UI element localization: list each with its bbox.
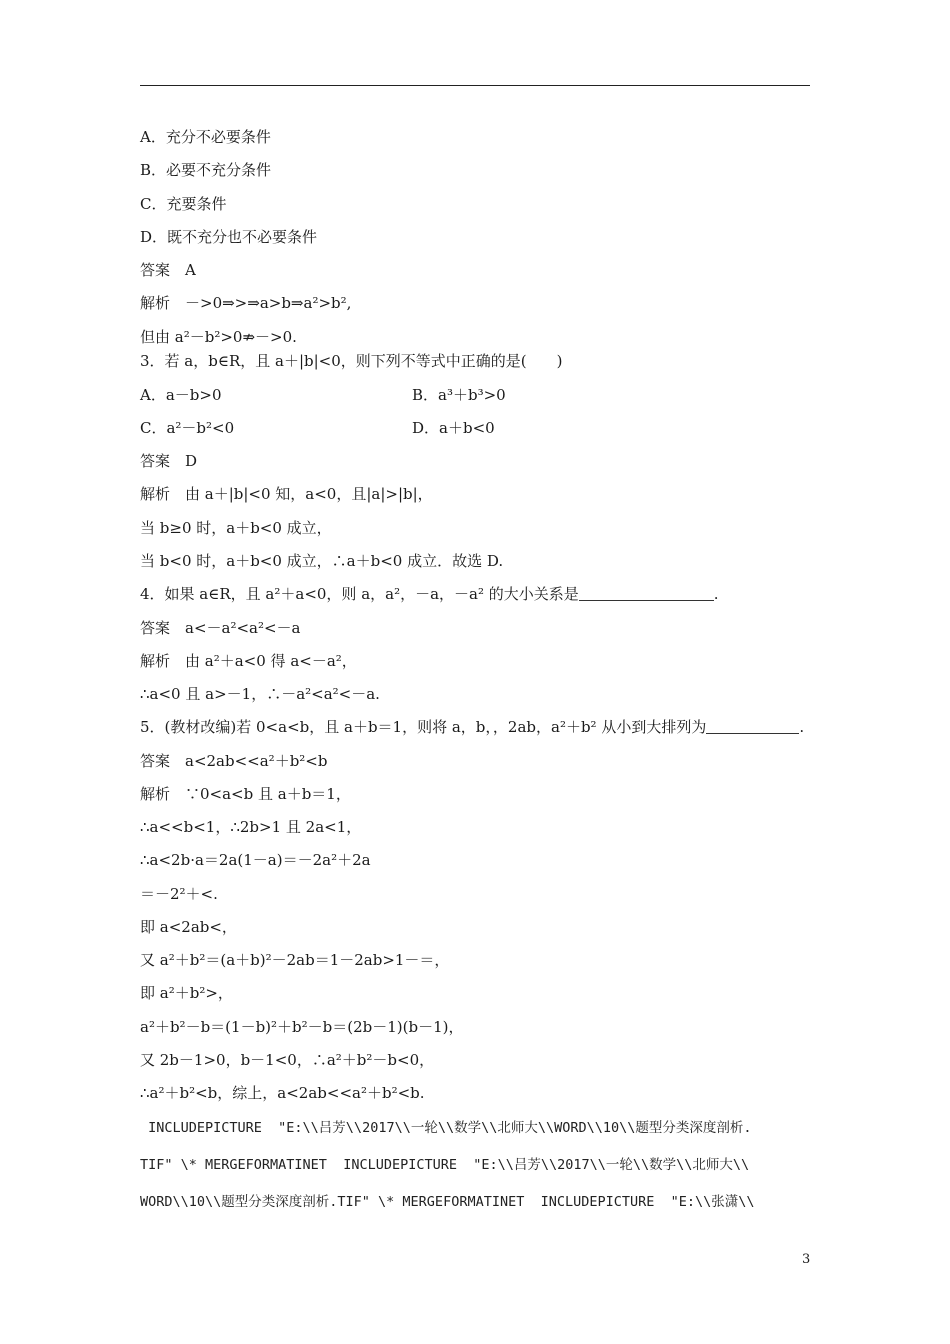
analysis-q3-line: 当 b≥0 时，a＋b<0 成立， [140, 519, 332, 537]
fill-blank [579, 586, 714, 601]
option-c: C．充要条件 [140, 195, 227, 213]
analysis-q5-line: 即 a²＋b²>， [140, 984, 233, 1002]
field-code-line: WORD\\10\\题型分类深度剖析.TIF" \* MERGEFORMATINET INCLUDEPICTURE "E:\\张潇\\ [140, 1194, 755, 1210]
analysis-q2-line: 但由 a²－b²>0⇏－>0. [140, 328, 297, 346]
fill-blank [706, 719, 799, 734]
analysis-q4-line: 解析 由 a²＋a<0 得 a<－a²， [140, 652, 357, 670]
q4-stem-text: 4．如果 a∈R，且 a²＋a<0，则 a，a²，－a，－a² 的大小关系是 [140, 585, 579, 603]
question-3-stem: 3．若 a，b∈R，且 a＋|b|<0，则下列不等式中正确的是( ) [140, 352, 563, 370]
field-code-line: INCLUDEPICTURE "E:\\吕芳\\2017\\一轮\\数学\\北师大\\WORD\\10\\题型分类深度剖析. [140, 1120, 752, 1136]
answer-q5: 答案 a<2ab<<a²＋b²<b [140, 752, 328, 770]
q5-stem-text: 5．(教材改编)若 0<a<b，且 a＋b＝1，则将 a，b，，2ab，a²＋b² 从小到大排列为 [140, 718, 707, 736]
header-rule [140, 85, 810, 86]
analysis-q2-line: 解析 －>0⇒>⇒a>b⇒a²>b², [140, 294, 352, 312]
question-5-stem [140, 717, 804, 737]
question-4-stem [140, 584, 719, 604]
answer-q2: 答案 A [140, 261, 196, 279]
analysis-q4-line: ∴a<0 且 a>－1，∴－a²<a²<－a. [140, 685, 380, 703]
analysis-q5-line: ∴a<2b·a＝2a(1－a)＝－2a²＋2a [140, 851, 371, 869]
analysis-q5-line: a²＋b²－b＝(1－b)²＋b²－b＝(2b－1)(b－1)， [140, 1018, 464, 1036]
analysis-q5-line: ∴a<<b<1，∴2b>1 且 2a<1， [140, 818, 362, 836]
answer-q4: 答案 a<－a²<a²<－a [140, 619, 301, 637]
analysis-q3-line: 解析 由 a＋|b|<0 知，a<0，且|a|>|b|， [140, 485, 433, 503]
q4-stem-end: . [713, 585, 719, 603]
analysis-q5-line: ∴a²＋b²<b，综上，a<2ab<<a²＋b²<b. [140, 1084, 425, 1102]
page-number: 3 [802, 1252, 811, 1267]
option-d: D．既不充分也不必要条件 [140, 228, 318, 246]
option-a: A．充分不必要条件 [140, 128, 271, 146]
analysis-q5-line: ＝－2²＋<. [140, 885, 218, 903]
q5-stem-end: . [799, 718, 805, 736]
field-code-line: TIF" \* MERGEFORMATINET INCLUDEPICTURE "E:\\吕芳\\2017\\一轮\\数学\\北师大\\ [140, 1157, 750, 1173]
analysis-q5-line: 解析 ∵0<a<b 且 a＋b＝1， [140, 785, 351, 803]
analysis-q5-line: 即 a<2ab<， [140, 918, 237, 936]
q3-option-b: B．a³＋b³>0 [412, 386, 506, 404]
q3-option-d: D．a＋b<0 [412, 419, 495, 437]
q3-option-c: C．a²－b²<0 [140, 419, 235, 437]
q3-option-a: A．a－b>0 [140, 386, 222, 404]
analysis-q5-line: 又 a²＋b²＝(a＋b)²－2ab＝1－2ab>1－＝， [140, 951, 450, 969]
analysis-q5-line: 又 2b－1>0，b－1<0，∴a²＋b²－b<0， [140, 1051, 435, 1069]
option-b: B．必要不充分条件 [140, 161, 272, 179]
analysis-q3-line: 当 b<0 时，a＋b<0 成立，∴a＋b<0 成立．故选 D. [140, 552, 504, 570]
answer-q3: 答案 D [140, 452, 198, 470]
